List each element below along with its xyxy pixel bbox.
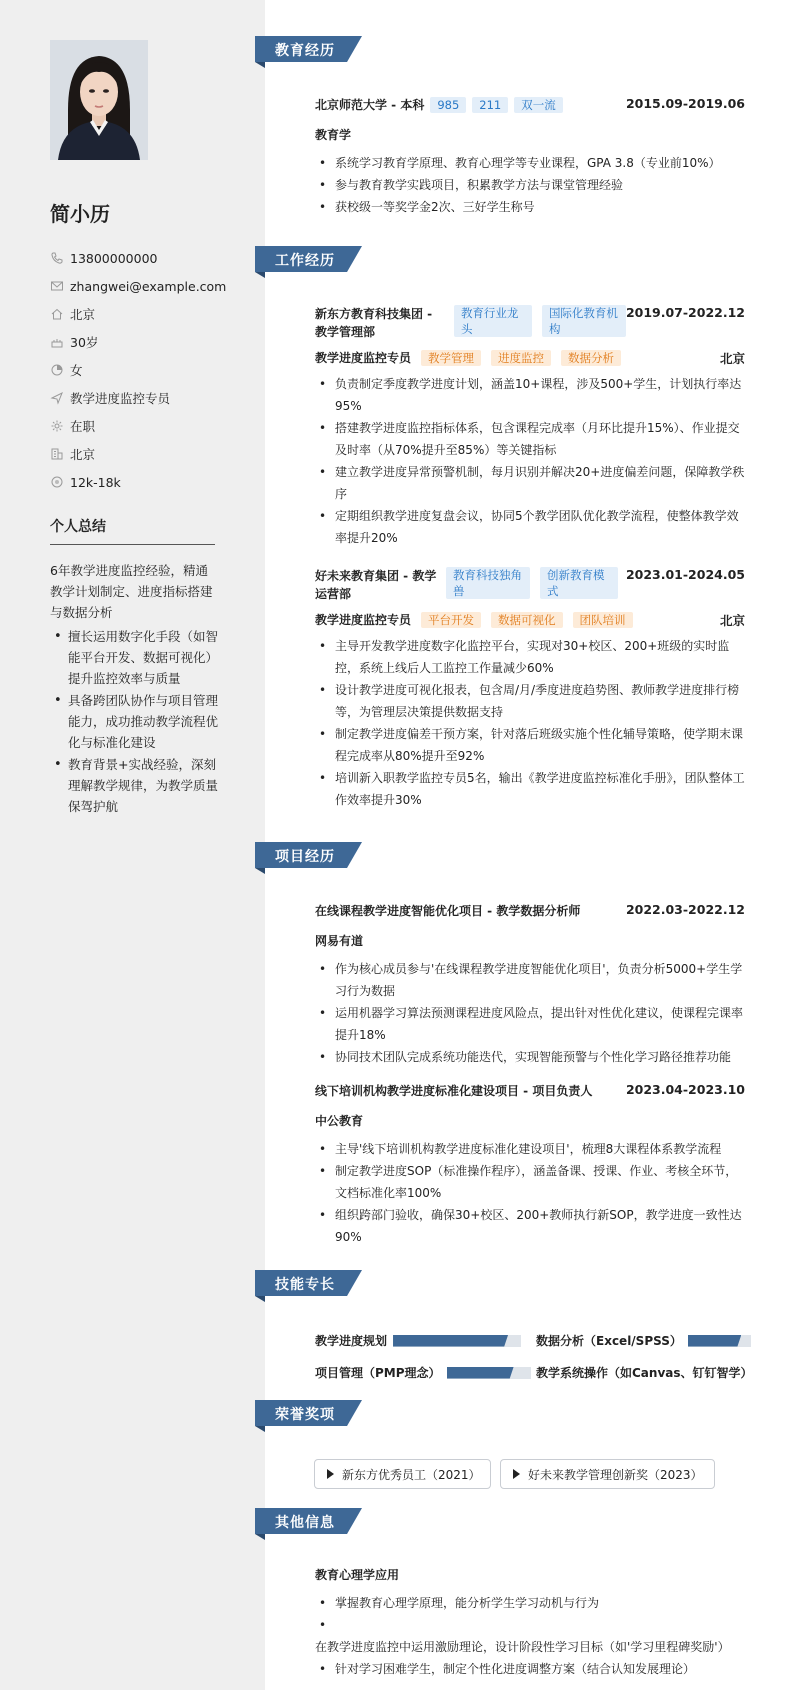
job-title: 教学进度监控专员	[315, 613, 412, 627]
section-header-work	[255, 246, 365, 274]
company-name: 好未来教育集团 - 教学运营部	[315, 569, 437, 601]
skill-name: 数据分析（Excel/SPSS）	[536, 1334, 682, 1348]
info-gender	[50, 356, 250, 384]
summary-intro: 6年教学进度监控经验，精通教学计划制定、进度指标搭建与数据分析	[50, 563, 213, 620]
list-item: • 定期组织教学进度复盘会议，协同5个教学团队优化教学流程，使整体教学效率提升20%	[315, 505, 745, 549]
other-points	[315, 1592, 745, 1636]
list-item: • 负责制定季度教学进度计划，涵盖10+课程，涉及500+学生，计划执行率达95%	[315, 373, 745, 417]
section-header-project	[255, 842, 365, 870]
info-text: 在职	[70, 419, 96, 434]
skill-level-fill	[447, 1367, 514, 1379]
work-points	[315, 635, 745, 811]
company-tag: 教育科技独角兽	[446, 567, 530, 599]
skill-level-fill	[393, 1335, 508, 1347]
skill-tag: 团队培训	[573, 612, 633, 628]
section-title: 技能专长	[275, 1277, 335, 1293]
education-date: 2015.09-2019.06	[625, 96, 745, 111]
info-job	[50, 384, 250, 412]
school-tag: 985	[430, 97, 466, 113]
section-header-skills	[255, 1270, 365, 1298]
project-date: 2022.03-2022.12	[625, 902, 745, 917]
work-points	[315, 373, 745, 549]
city-icon	[50, 447, 64, 461]
skill-level-bar	[393, 1335, 521, 1347]
list-item: • 搭建教学进度监控指标体系，包含课程完成率（月环比提升15%）、作业提交及时率（从70%提升至85%）等关键指标	[315, 417, 745, 461]
company-tag: 国际化教育机构	[542, 305, 626, 337]
skill-tag: 数据分析	[561, 350, 621, 366]
other-title: 教育心理学应用	[315, 1568, 400, 1582]
play-arrow-icon	[513, 1469, 520, 1479]
list-item: • 教育背景+实战经验，深刻理解教学规律，为教学质量保驾护航	[50, 754, 220, 817]
contact-info-list	[50, 244, 250, 496]
honor-text: 好未来教学管理创新奖（2023）	[528, 1467, 703, 1482]
info-status	[50, 412, 250, 440]
school-name: 北京师范大学 - 本科	[315, 98, 425, 112]
skill-tag: 数据可视化	[491, 612, 563, 628]
email-icon	[50, 279, 64, 293]
job-icon	[50, 391, 64, 405]
work-city: 北京	[719, 351, 745, 366]
list-item: • 针对学习困难学生，制定个性化进度调整方案（结合认知发展理论）	[315, 1658, 745, 1680]
info-city	[50, 440, 250, 468]
info-text: 女	[70, 363, 83, 378]
salary-icon	[50, 475, 64, 489]
work-date: 2023.01-2024.05	[625, 567, 745, 582]
list-item: • 主导开发教学进度数字化监控平台，实现对30+校区、200+班级的实时监控，系统上线后人工监控工作量减少60%	[315, 635, 745, 679]
summary-points	[50, 626, 220, 818]
section-header-other	[255, 1508, 365, 1536]
job-title: 教学进度监控专员	[315, 351, 412, 365]
work-date: 2019.07-2022.12	[625, 305, 745, 320]
info-text: zhangwei@example.com	[70, 278, 227, 294]
honor-item	[500, 1459, 715, 1489]
section-title: 教育经历	[275, 43, 335, 59]
info-text: 30岁	[70, 335, 99, 350]
list-item: • 运用机器学习算法预测课程进度风险点，提出针对性优化建议，使课程完课率提升18%	[315, 1002, 745, 1046]
info-phone	[50, 244, 250, 272]
work-city: 北京	[719, 613, 745, 628]
project-entry	[315, 902, 745, 1068]
honor-text: 新东方优秀员工（2021）	[342, 1467, 481, 1482]
list-item: • 主导'线下培训机构教学进度标准化建设项目'，梳理8大课程体系教学流程	[315, 1138, 745, 1160]
list-item: • 具备跨团队协作与项目管理能力，成功推动教学流程优化与标准化建设	[50, 690, 220, 753]
work-entry	[315, 567, 745, 811]
info-age	[50, 328, 250, 356]
section-header-education	[255, 36, 365, 64]
list-item: • 掌握教育心理学原理，能分析学生学习动机与行为	[315, 1592, 745, 1614]
skill-item	[315, 1332, 521, 1349]
skill-tag: 进度监控	[491, 350, 551, 366]
list-item: • 擅长运用数字化手段（如智能平台开发、数据可视化）提升监控效率与质量	[50, 626, 220, 689]
list-item: • 设计教学进度可视化报表，包含周/月/季度进度趋势图、教师教学进度排行榜等，为管理层决策提供数据支持	[315, 679, 745, 723]
other-points	[315, 1658, 745, 1680]
home-icon	[50, 307, 64, 321]
list-item: • 培训新入职教学监控专员5名，输出《教学进度监控标准化手册》，团队整体工作效率提升30%	[315, 767, 745, 811]
info-text: 北京	[70, 307, 96, 322]
candidate-name: 简小历	[50, 202, 110, 226]
project-points	[315, 958, 745, 1068]
list-item: • 协同技术团队完成系统功能迭代，实现智能预警与个性化学习路径推荐功能	[315, 1046, 745, 1068]
skill-name: 项目管理（PMP理念）	[315, 1366, 441, 1380]
status-icon	[50, 419, 64, 433]
skill-name: 教学系统操作（如Canvas、钉钉智学）	[536, 1366, 753, 1380]
project-org: 网易有道	[315, 934, 364, 948]
info-home	[50, 300, 250, 328]
list-item: • 获校级一等奖学金2次、三好学生称号	[315, 196, 745, 218]
company-tag: 创新教育模式	[540, 567, 618, 599]
skill-item	[536, 1364, 753, 1381]
major: 教育学	[315, 128, 352, 142]
play-arrow-icon	[327, 1469, 334, 1479]
other-text: 在教学进度监控中运用激励理论，设计阶段性学习目标（如'学习里程碑奖励'）	[315, 1640, 730, 1654]
info-text: 北京	[70, 447, 96, 462]
info-text: 教学进度监控专员	[70, 391, 171, 406]
profile-photo	[50, 40, 148, 160]
info-text: 13800000000	[70, 250, 158, 266]
list-item: • 制定教学进度SOP（标准操作程序），涵盖备课、授课、作业、考核全环节，文档标准化率100%	[315, 1160, 745, 1204]
company-name: 新东方教育科技集团 - 教学管理部	[315, 307, 433, 339]
list-item	[315, 1614, 745, 1636]
info-salary	[50, 468, 250, 496]
project-title: 线下培训机构教学进度标准化建设项目 - 项目负责人	[315, 1084, 593, 1098]
list-item: • 系统学习教育学原理、教育心理学等专业课程，GPA 3.8（专业前10%）	[315, 152, 745, 174]
project-title: 在线课程教学进度智能优化项目 - 教学数据分析师	[315, 904, 581, 918]
list-item: • 建立教学进度异常预警机制，每月识别并解决20+进度偏差问题，保障教学秩序	[315, 461, 745, 505]
skill-tag: 平台开发	[421, 612, 481, 628]
sidebar	[0, 0, 265, 1690]
other-info	[315, 1566, 745, 1680]
section-title: 荣誉奖项	[275, 1407, 335, 1423]
project-date: 2023.04-2023.10	[625, 1082, 745, 1097]
info-email	[50, 272, 250, 300]
company-tag: 教育行业龙头	[454, 305, 532, 337]
skill-tag: 教学管理	[421, 350, 481, 366]
gender-icon	[50, 363, 64, 377]
honor-item	[314, 1459, 491, 1489]
skill-level-bar	[688, 1335, 751, 1347]
phone-icon	[50, 251, 64, 265]
skill-item	[315, 1364, 531, 1381]
skill-level-fill	[688, 1335, 742, 1347]
summary-title: 个人总结	[50, 516, 215, 545]
list-item: • 参与教育教学实践项目，积累教学方法与课堂管理经验	[315, 174, 745, 196]
list-item: • 作为核心成员参与'在线课程教学进度智能优化项目'，负责分析5000+学生学习行为数据	[315, 958, 745, 1002]
school-tag: 211	[472, 97, 508, 113]
section-title: 工作经历	[275, 253, 335, 269]
project-org: 中公教育	[315, 1114, 364, 1128]
list-item: • 制定教学进度偏差干预方案，针对落后班级实施个性化辅导策略，使学期末课程完成率从80%提升至92%	[315, 723, 745, 767]
section-title: 其他信息	[275, 1515, 335, 1531]
work-entry	[315, 305, 745, 549]
list-item: • 组织跨部门验收，确保30+校区、200+教师执行新SOP，教学进度一致性达90%	[315, 1204, 745, 1248]
education-entry	[315, 96, 745, 218]
age-icon	[50, 335, 64, 349]
section-title: 项目经历	[275, 849, 335, 865]
project-points	[315, 1138, 745, 1248]
school-tag: 双一流	[514, 97, 563, 113]
education-points	[315, 152, 745, 218]
skill-item	[536, 1332, 751, 1349]
skill-level-bar	[447, 1367, 531, 1379]
info-text: 12k-18k	[70, 474, 121, 490]
project-entry	[315, 1082, 745, 1248]
section-header-honors	[255, 1400, 365, 1428]
skill-name: 教学进度规划	[315, 1334, 388, 1348]
